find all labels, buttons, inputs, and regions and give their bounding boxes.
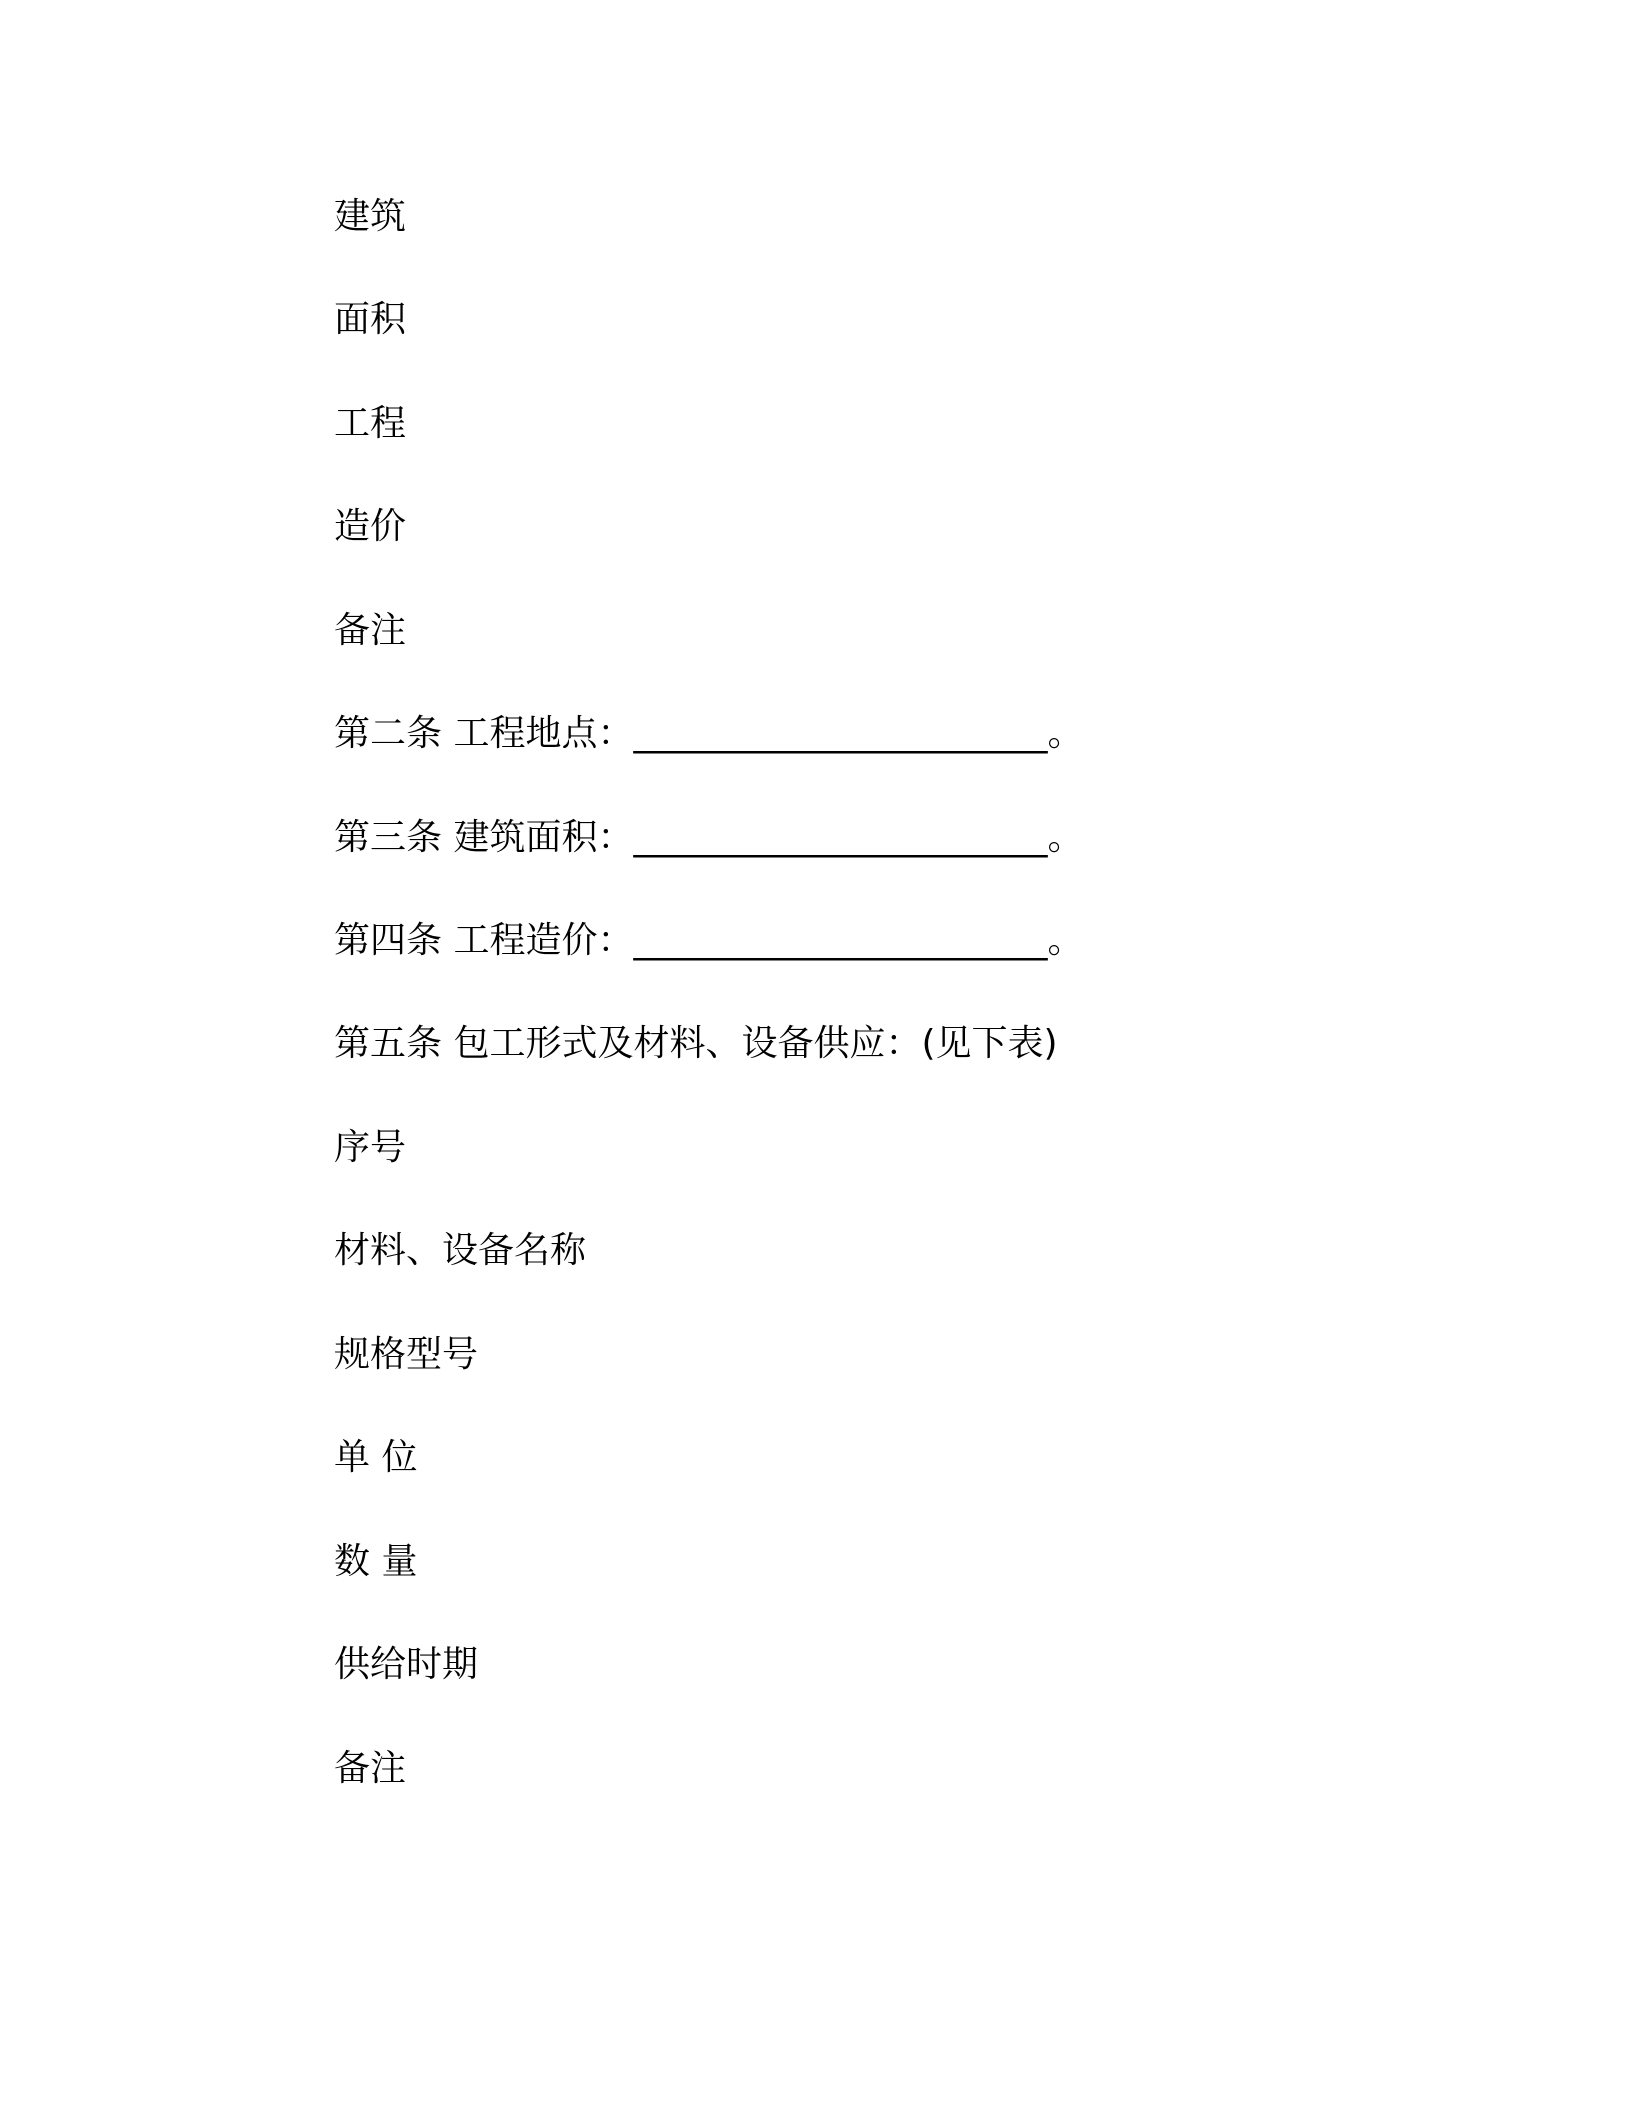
text-line-area: 面积 bbox=[334, 299, 407, 340]
text-line-unit: 单 位 bbox=[334, 1437, 418, 1478]
clause-4-project-cost: 第四条 工程造价：_______________________。 bbox=[334, 920, 1084, 961]
text-line-material-name: 材料、设备名称 bbox=[334, 1230, 587, 1271]
clause-5-contract-form: 第五条 包工形式及材料、设备供应：(见下表) bbox=[334, 1023, 1058, 1064]
text-line-serial-number: 序号 bbox=[334, 1127, 407, 1168]
text-line-remarks-2: 备注 bbox=[334, 1748, 407, 1789]
text-line-specification: 规格型号 bbox=[334, 1334, 479, 1375]
text-line-supply-period: 供给时期 bbox=[334, 1644, 479, 1685]
text-line-remarks: 备注 bbox=[334, 610, 407, 651]
text-line-building: 建筑 bbox=[334, 196, 407, 237]
clause-3-building-area: 第三条 建筑面积：_______________________。 bbox=[334, 817, 1084, 858]
text-line-cost: 造价 bbox=[334, 506, 407, 547]
clause-2-project-location: 第二条 工程地点：_______________________。 bbox=[334, 713, 1084, 754]
text-line-quantity: 数 量 bbox=[334, 1541, 418, 1582]
text-line-project: 工程 bbox=[334, 403, 407, 444]
